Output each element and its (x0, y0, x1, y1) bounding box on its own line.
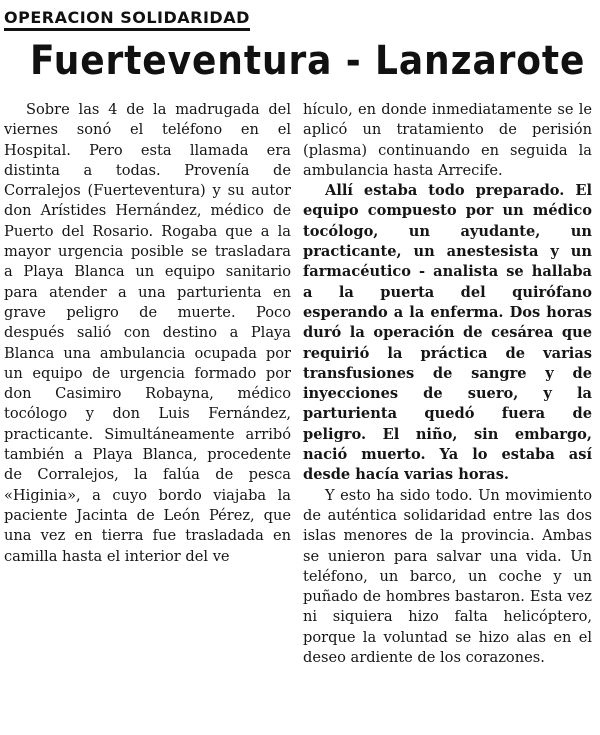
article-column-left (4, 100, 291, 567)
article-paragraph-continued: hículo, en donde inmediatamente se le aplicó un tratamiento de perisión (plasma) continuando en seguida la ambulancia hasta Arrecife. (303, 101, 592, 179)
headline: Fuerteventura - Lanzarote (30, 38, 586, 84)
article-column-right (303, 100, 592, 668)
section-kicker: OPERACION SOLIDARIDAD (4, 8, 250, 31)
article-paragraph: Allí estaba todo preparado. El equipo compuesto por un médico tocólogo, un ayudante, un practicante, un anestesista y un farmacéutico - analista se hallaba a la puerta del quirófano esperando a la enferma. Dos horas duró la operación de cesárea que requirió la práctica de varias transfusiones de sangre y de inyecciones de suero, y la parturienta quedó fuera de peligro. El niño, sin embargo, nació muerto. Ya lo estaba así desde hacía varias horas. (303, 182, 592, 484)
article-paragraph: Y esto ha sido todo. Un movimiento de auténtica solidaridad entre las dos islas menores de la provincia. Ambas se unieron para salvar una vida. Un teléfono, un barco, un coche y un puñado de hombres bastaron. Esta vez ni siquiera hizo falta helicóptero, porque la voluntad se hizo alas en el deseo ardiente de los corazones. (303, 486, 592, 667)
article-paragraph: Sobre las 4 de la madrugada del viernes sonó el teléfono en el Hospital. Pero esta llamada era distinta a todas. Provenía de Corralejos (Fuerteventura) y su autor don Arístides Hernández, médico de Puerto del Rosario. Rogaba que a la mayor urgencia posible se trasladara a Playa Blanca un equipo sanitario para atender a una parturienta en grave peligro de muerte. Poco después salió con destino a Playa Blanca una ambulancia ocupada por un equipo de urgencia formado por don Casimiro Robayna, médico tocólogo y don Luis Fernández, practicante. Simultáneamente arribó también a Playa Blanca, procedente de Corralejos, la falúa de pesca «Higinia», a cuyo bordo viajaba la paciente Jacinta de León Pérez, que una vez en tierra fue trasladada en camilla hasta el interior del ve (4, 101, 291, 565)
